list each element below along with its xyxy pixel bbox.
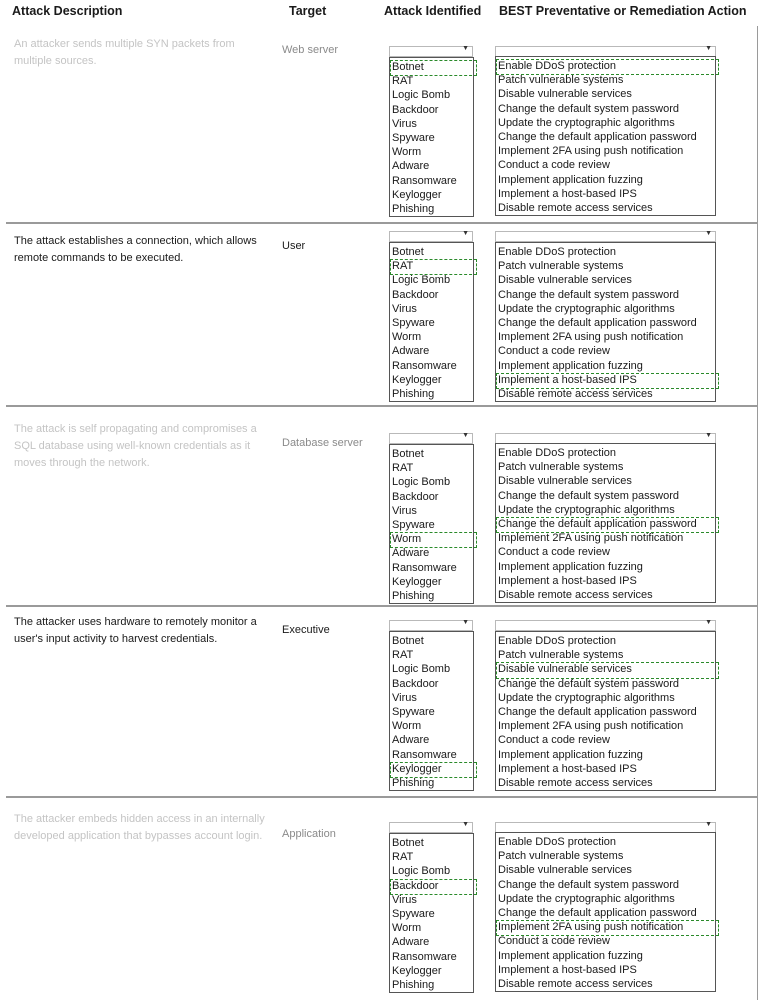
- action-option[interactable]: Conduct a code review: [498, 345, 610, 358]
- action-option[interactable]: Patch vulnerable systems: [498, 850, 624, 863]
- attack-description: The attack is self propagating and compromises a SQL database using well-known credentials as it moves through the network.: [14, 423, 257, 469]
- attack-option[interactable]: Worm: [392, 720, 422, 733]
- action-option[interactable]: Enable DDoS protection: [498, 59, 715, 73]
- attack-option[interactable]: Virus: [392, 893, 417, 906]
- action-option[interactable]: Enable DDoS protection: [498, 447, 617, 459]
- attack-option[interactable]: Virus: [392, 117, 417, 130]
- chevron-down-icon: ▼: [705, 45, 712, 52]
- attack-row: [6, 606, 758, 797]
- action-option[interactable]: Implement 2FA using push notification: [498, 720, 684, 733]
- header-target: Target: [289, 4, 327, 18]
- attack-dropdown[interactable]: [389, 231, 473, 242]
- action-option[interactable]: Change the default system password: [498, 489, 679, 502]
- chevron-down-icon: ▼: [462, 821, 469, 828]
- attack-option[interactable]: RAT: [392, 259, 473, 273]
- chevron-down-icon: ▼: [705, 230, 712, 237]
- attack-option[interactable]: Virus: [392, 691, 417, 704]
- attack-listbox[interactable]: [389, 833, 474, 993]
- action-option[interactable]: Disable remote access services: [498, 387, 653, 400]
- action-listbox[interactable]: [495, 631, 716, 791]
- attack-option[interactable]: Virus: [392, 504, 417, 517]
- attack-listbox[interactable]: [389, 444, 474, 604]
- attack-option[interactable]: RAT: [392, 75, 414, 88]
- action-option[interactable]: Change the default application password: [498, 906, 697, 919]
- action-option[interactable]: Implement 2FA using push notification: [498, 331, 684, 344]
- action-option[interactable]: Update the cryptographic algorithms: [498, 302, 675, 315]
- attack-option[interactable]: Keylogger: [392, 373, 442, 386]
- header-attack-description: Attack Description: [12, 4, 123, 18]
- attack-description: The attacker embeds hidden access in an internally developed application that bypasses account login.: [14, 813, 265, 842]
- action-listbox[interactable]: [495, 832, 716, 992]
- action-option[interactable]: Update the cryptographic algorithms: [498, 892, 675, 905]
- action-option[interactable]: Implement 2FA using push notification: [498, 145, 684, 158]
- action-option[interactable]: Disable remote access services: [498, 776, 653, 789]
- attack-listbox[interactable]: [389, 242, 474, 402]
- action-option[interactable]: Implement a host-based IPS: [498, 963, 637, 976]
- action-option[interactable]: Implement a host-based IPS: [498, 762, 637, 775]
- attack-option[interactable]: Worm: [392, 146, 422, 159]
- attack-option[interactable]: Adware: [392, 936, 430, 949]
- attack-option[interactable]: Ransomware: [392, 561, 457, 574]
- header-attack-identified: Attack Identified: [384, 4, 482, 18]
- attack-option[interactable]: RAT: [392, 649, 414, 662]
- attack-description: The attack establishes a connection, which allows remote commands to be executed.: [14, 235, 257, 264]
- action-listbox[interactable]: [495, 443, 716, 603]
- attack-listbox[interactable]: [389, 57, 474, 217]
- attack-option[interactable]: Logic Bomb: [392, 865, 451, 878]
- action-option[interactable]: Implement a host-based IPS: [498, 187, 637, 200]
- attack-option[interactable]: Logic Bomb: [392, 89, 451, 102]
- attack-option[interactable]: Keylogger: [392, 188, 442, 201]
- attack-option[interactable]: Botnet: [392, 837, 424, 849]
- action-option[interactable]: Implement application fuzzing: [498, 748, 643, 761]
- attack-option[interactable]: Phishing: [392, 589, 435, 602]
- action-option[interactable]: Implement a host-based IPS: [498, 373, 715, 387]
- attack-option[interactable]: Keylogger: [392, 762, 473, 776]
- action-option[interactable]: Patch vulnerable systems: [498, 74, 624, 87]
- attack-target: Database server: [282, 437, 363, 449]
- action-option[interactable]: Patch vulnerable systems: [498, 260, 624, 273]
- action-dropdown[interactable]: [495, 231, 716, 242]
- attack-option[interactable]: Botnet: [392, 635, 424, 647]
- action-option[interactable]: Update the cryptographic algorithms: [498, 691, 675, 704]
- action-dropdown[interactable]: [495, 620, 716, 631]
- attack-option[interactable]: Botnet: [392, 246, 424, 258]
- attack-option[interactable]: Logic Bomb: [392, 274, 451, 287]
- attack-option[interactable]: Phishing: [392, 387, 435, 400]
- action-option[interactable]: Update the cryptographic algorithms: [498, 503, 675, 516]
- attack-row: [6, 797, 758, 1000]
- attack-option[interactable]: Backdoor: [392, 103, 439, 116]
- action-option[interactable]: Implement a host-based IPS: [498, 574, 637, 587]
- action-option[interactable]: Implement application fuzzing: [498, 359, 643, 372]
- action-option[interactable]: Implement 2FA using push notification: [498, 920, 715, 934]
- attack-option[interactable]: Backdoor: [392, 288, 439, 301]
- attack-option[interactable]: Spyware: [392, 907, 435, 920]
- action-option[interactable]: Disable remote access services: [498, 588, 653, 601]
- action-option[interactable]: Disable vulnerable services: [498, 88, 632, 101]
- action-option[interactable]: Enable DDoS protection: [498, 246, 617, 258]
- attack-option[interactable]: Ransomware: [392, 359, 457, 372]
- action-option[interactable]: Enable DDoS protection: [498, 635, 617, 647]
- attack-dropdown[interactable]: [389, 620, 473, 631]
- attack-dropdown[interactable]: [389, 822, 473, 833]
- action-option[interactable]: Implement application fuzzing: [498, 173, 643, 186]
- action-option[interactable]: Disable remote access services: [498, 201, 653, 214]
- action-option[interactable]: Conduct a code review: [498, 159, 610, 172]
- attack-option[interactable]: RAT: [392, 462, 414, 475]
- action-option[interactable]: Implement application fuzzing: [498, 949, 643, 962]
- attack-option[interactable]: Worm: [392, 532, 473, 546]
- attack-target: Executive: [282, 624, 330, 636]
- chevron-down-icon: ▼: [462, 45, 469, 52]
- action-option[interactable]: Implement 2FA using push notification: [498, 532, 684, 545]
- action-option[interactable]: Change the default system password: [498, 102, 679, 115]
- chevron-down-icon: ▼: [462, 619, 469, 626]
- attack-target: Web server: [282, 44, 339, 56]
- action-option[interactable]: Disable vulnerable services: [498, 864, 632, 877]
- chevron-down-icon: ▼: [705, 821, 712, 828]
- attack-option[interactable]: Spyware: [392, 131, 435, 144]
- attack-option[interactable]: Phishing: [392, 978, 435, 991]
- attack-option[interactable]: RAT: [392, 851, 414, 864]
- attack-listbox[interactable]: [389, 631, 474, 791]
- attack-description: The attacker uses hardware to remotely monitor a user's input activity to harvest credentials.: [14, 616, 257, 645]
- action-option[interactable]: Disable remote access services: [498, 977, 653, 990]
- attack-option[interactable]: Spyware: [392, 705, 435, 718]
- attack-option[interactable]: Backdoor: [392, 677, 439, 690]
- action-option[interactable]: Change the default application password: [498, 517, 715, 531]
- action-option[interactable]: Change the default application password: [498, 130, 697, 143]
- attack-option[interactable]: Worm: [392, 922, 422, 935]
- attack-option[interactable]: Backdoor: [392, 490, 439, 503]
- action-option[interactable]: Implement application fuzzing: [498, 560, 643, 573]
- attack-option[interactable]: Botnet: [392, 60, 473, 74]
- attack-option[interactable]: Backdoor: [392, 879, 473, 893]
- attack-option[interactable]: Phishing: [392, 776, 435, 789]
- attack-option[interactable]: Worm: [392, 331, 422, 344]
- chevron-down-icon: ▼: [705, 432, 712, 439]
- action-option[interactable]: Change the default system password: [498, 288, 679, 301]
- action-option[interactable]: Change the default application password: [498, 705, 697, 718]
- header-best-action: BEST Preventative or Remediation Action: [499, 4, 747, 18]
- action-option[interactable]: Enable DDoS protection: [498, 836, 617, 848]
- attack-option[interactable]: Adware: [392, 547, 430, 560]
- attack-row: [6, 26, 758, 223]
- chevron-down-icon: ▼: [462, 432, 469, 439]
- action-option[interactable]: Disable vulnerable services: [498, 475, 632, 488]
- attack-row: [6, 223, 758, 406]
- attack-option[interactable]: Keylogger: [392, 964, 442, 977]
- attack-dropdown[interactable]: [389, 46, 473, 57]
- action-option[interactable]: Change the default system password: [498, 677, 679, 690]
- attack-row: [6, 406, 758, 606]
- attack-option[interactable]: Adware: [392, 345, 430, 358]
- action-option[interactable]: Conduct a code review: [498, 546, 610, 559]
- attack-option[interactable]: Spyware: [392, 316, 435, 329]
- chevron-down-icon: ▼: [705, 619, 712, 626]
- action-option[interactable]: Disable vulnerable services: [498, 662, 715, 676]
- attack-option[interactable]: Logic Bomb: [392, 663, 451, 676]
- attack-option[interactable]: Phishing: [392, 202, 435, 215]
- action-listbox[interactable]: [495, 242, 716, 402]
- attack-option[interactable]: Logic Bomb: [392, 476, 451, 489]
- chevron-down-icon: ▼: [462, 230, 469, 237]
- action-option[interactable]: Conduct a code review: [498, 935, 610, 948]
- attack-option[interactable]: Adware: [392, 734, 430, 747]
- action-option[interactable]: Change the default application password: [498, 316, 697, 329]
- attack-description: An attacker sends multiple SYN packets from multiple sources.: [14, 38, 235, 67]
- attack-target: User: [282, 240, 306, 252]
- attack-option[interactable]: Ransomware: [392, 174, 457, 187]
- attack-dropdown[interactable]: [389, 433, 473, 444]
- attack-option[interactable]: Virus: [392, 302, 417, 315]
- attack-option[interactable]: Ransomware: [392, 950, 457, 963]
- action-option[interactable]: Patch vulnerable systems: [498, 649, 624, 662]
- action-option[interactable]: Disable vulnerable services: [498, 274, 632, 287]
- action-option[interactable]: Conduct a code review: [498, 734, 610, 747]
- attack-option[interactable]: Adware: [392, 160, 430, 173]
- action-option[interactable]: Change the default system password: [498, 878, 679, 891]
- attack-option[interactable]: Ransomware: [392, 748, 457, 761]
- attack-target: Application: [282, 828, 336, 840]
- attack-option[interactable]: Spyware: [392, 518, 435, 531]
- action-option[interactable]: Update the cryptographic algorithms: [498, 116, 675, 129]
- attack-option[interactable]: Botnet: [392, 448, 424, 460]
- action-listbox[interactable]: [495, 56, 716, 216]
- attack-option[interactable]: Keylogger: [392, 575, 442, 588]
- action-option[interactable]: Patch vulnerable systems: [498, 461, 624, 474]
